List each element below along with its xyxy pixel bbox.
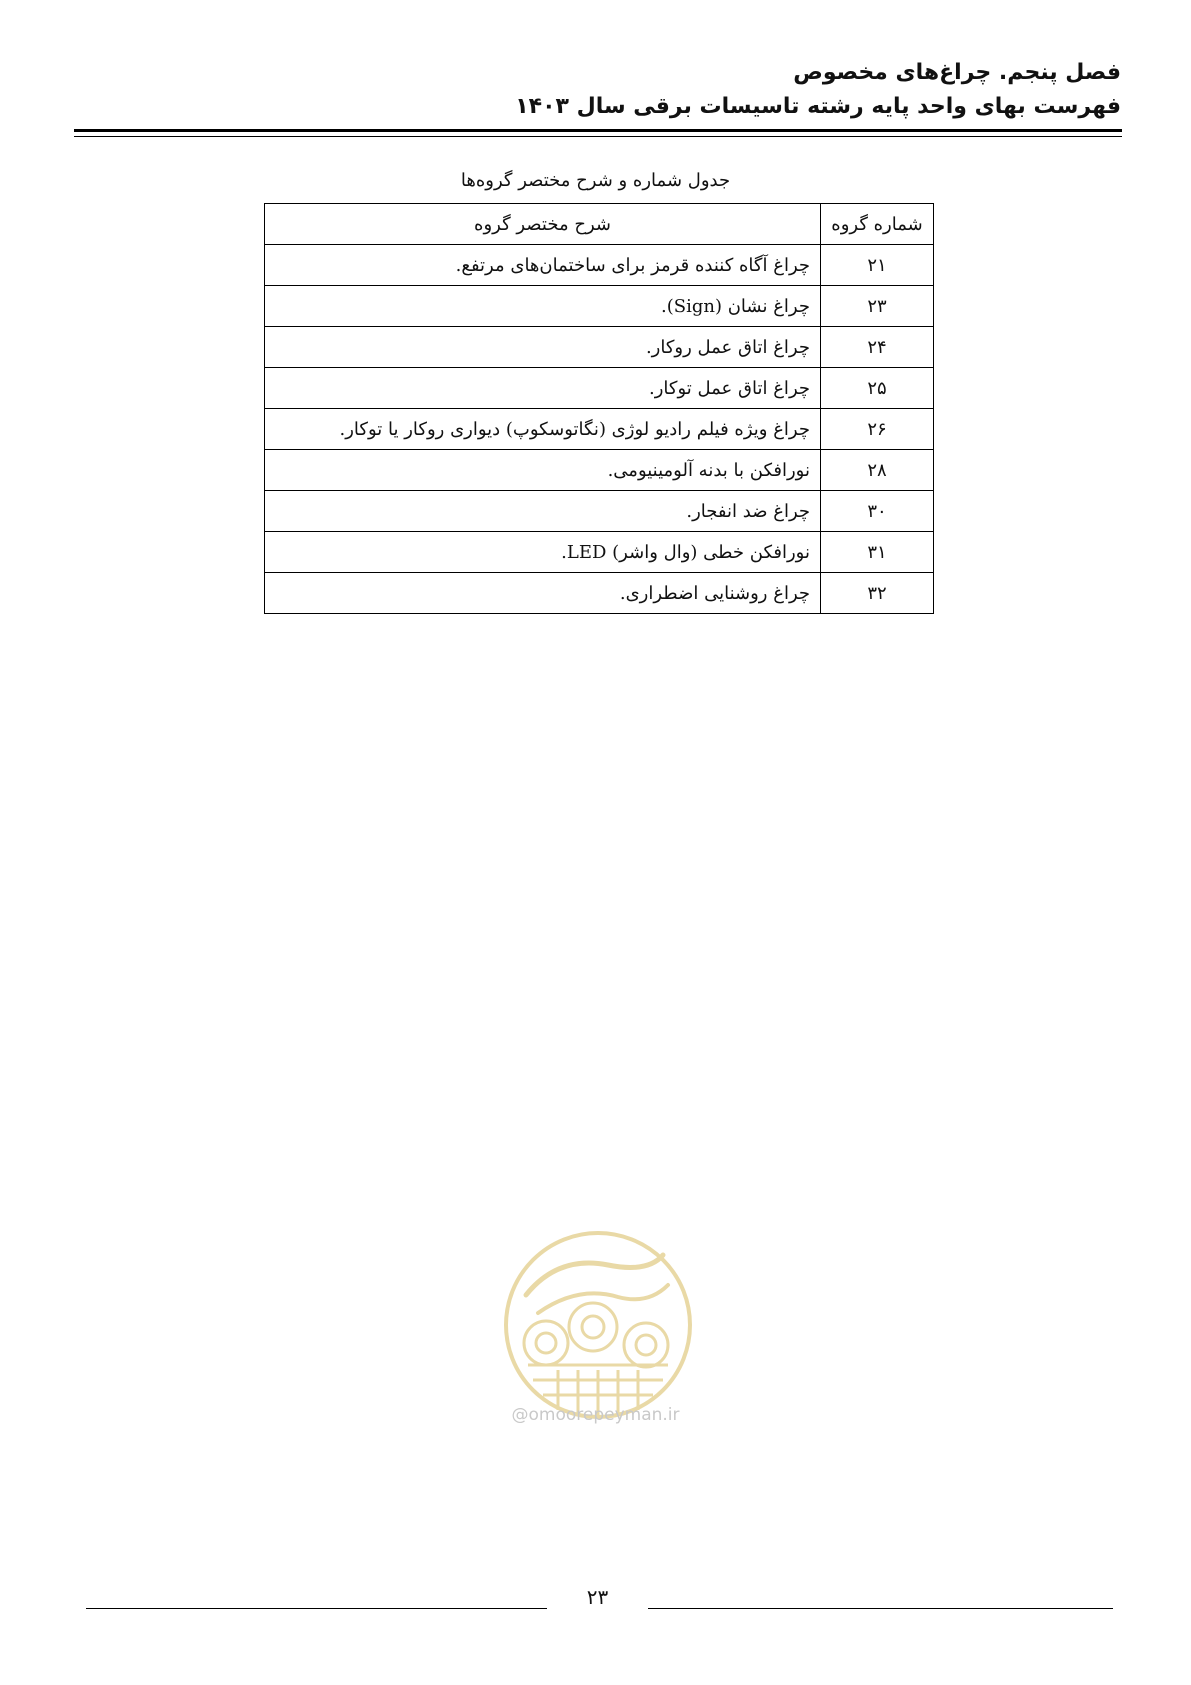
group-description: چراغ روشنایی اضطراری. — [265, 573, 821, 614]
header-rule-thick — [74, 129, 1122, 132]
group-description: نورافکن خطی (وال واشر) LED. — [265, 532, 821, 573]
group-description: چراغ آگاه کننده قرمز برای ساختمان‌های مرتفع. — [265, 245, 821, 286]
table-row — [265, 491, 934, 532]
group-description: نورافکن با بدنه آلومینیومی. — [265, 450, 821, 491]
table-row — [265, 368, 934, 409]
header-group-number: شماره گروه — [821, 204, 934, 245]
group-number: ۲۸ — [821, 450, 934, 491]
footer-rule-left — [86, 1608, 547, 1609]
group-description: چراغ نشان (Sign). — [265, 286, 821, 327]
table-row — [265, 573, 934, 614]
header-rule-thin — [74, 136, 1122, 137]
table-row — [265, 327, 934, 368]
watermark-logo-icon — [498, 1225, 698, 1425]
table-row — [265, 450, 934, 491]
table-row — [265, 286, 934, 327]
group-number: ۲۳ — [821, 286, 934, 327]
group-number: ۲۶ — [821, 409, 934, 450]
group-number: ۲۴ — [821, 327, 934, 368]
group-description: چراغ اتاق عمل توکار. — [265, 368, 821, 409]
page-number: ۲۳ — [586, 1585, 609, 1609]
footer-rule-right — [648, 1608, 1113, 1609]
watermark-site: @omoorepeyman.ir — [511, 1405, 680, 1425]
groups-table — [264, 203, 934, 614]
chapter-title: فصل پنجم. چراغ‌های مخصوص — [793, 60, 1121, 85]
group-description: چراغ ضد انفجار. — [265, 491, 821, 532]
book-title: فهرست بهای واحد پایه رشته تاسیسات برقی سال ۱۴۰۳ — [515, 94, 1121, 119]
header-group-description: شرح مختصر گروه — [265, 204, 821, 245]
table-row — [265, 409, 934, 450]
group-number: ۳۰ — [821, 491, 934, 532]
group-number: ۲۱ — [821, 245, 934, 286]
group-number: ۳۱ — [821, 532, 934, 573]
table-caption: جدول شماره و شرح مختصر گروه‌ها — [460, 170, 731, 191]
group-number: ۲۵ — [821, 368, 934, 409]
page-header — [70, 56, 1121, 124]
group-description: چراغ اتاق عمل روکار. — [265, 327, 821, 368]
group-description: چراغ ویژه فیلم رادیو لوژی (نگاتوسکوپ) دیواری روکار یا توکار. — [265, 409, 821, 450]
table-header-row — [265, 204, 934, 245]
table-row — [265, 245, 934, 286]
group-number: ۳۲ — [821, 573, 934, 614]
table-row — [265, 532, 934, 573]
